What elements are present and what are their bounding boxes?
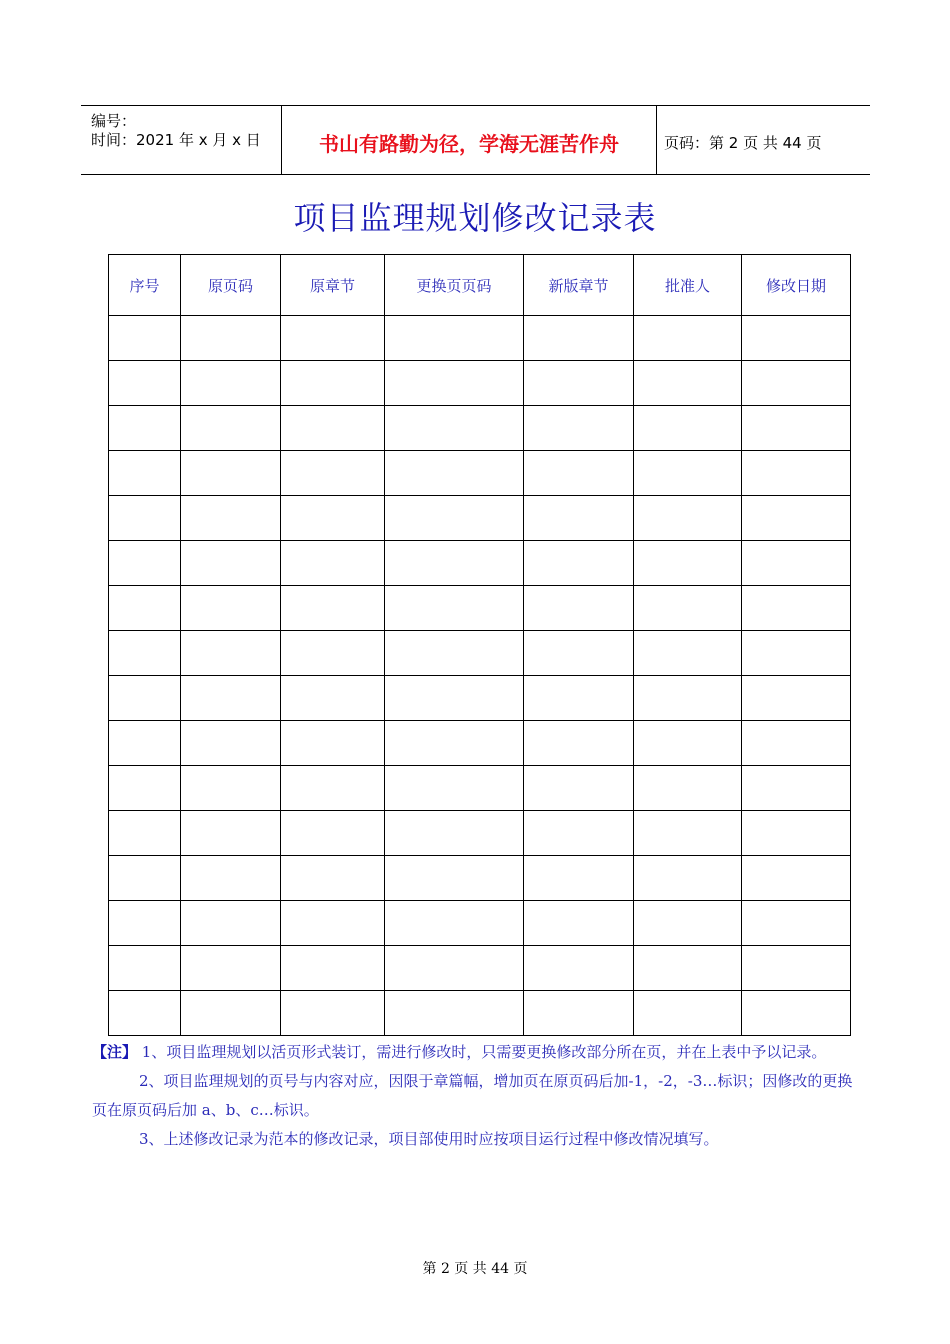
table-cell[interactable] xyxy=(634,856,742,901)
table-cell[interactable] xyxy=(181,766,281,811)
table-row xyxy=(109,541,851,586)
table-cell[interactable] xyxy=(524,361,634,406)
table-cell[interactable] xyxy=(634,631,742,676)
table-cell[interactable] xyxy=(385,856,524,901)
table-cell[interactable] xyxy=(634,721,742,766)
table-cell[interactable] xyxy=(281,496,385,541)
column-header-orig-page: 原页码 xyxy=(181,255,281,316)
table-cell[interactable] xyxy=(109,721,181,766)
table-cell[interactable] xyxy=(634,901,742,946)
table-cell[interactable] xyxy=(742,721,851,766)
header-right-cell xyxy=(656,106,870,174)
table-cell[interactable] xyxy=(524,586,634,631)
table-cell[interactable] xyxy=(281,361,385,406)
table-cell[interactable] xyxy=(109,406,181,451)
table-row xyxy=(109,991,851,1036)
table-cell[interactable] xyxy=(634,991,742,1036)
table-row xyxy=(109,676,851,721)
table-cell[interactable] xyxy=(385,316,524,361)
table-cell[interactable] xyxy=(181,586,281,631)
table-cell[interactable] xyxy=(109,811,181,856)
header-motto: 书山有路勤为径，学海无涯苦作舟 xyxy=(319,132,619,156)
table-cell[interactable] xyxy=(109,991,181,1036)
table-cell[interactable] xyxy=(109,676,181,721)
table-cell[interactable] xyxy=(181,811,281,856)
table-cell[interactable] xyxy=(181,361,281,406)
table-cell[interactable] xyxy=(742,811,851,856)
table-cell[interactable] xyxy=(385,766,524,811)
table-cell[interactable] xyxy=(385,361,524,406)
table-cell[interactable] xyxy=(742,451,851,496)
table-cell[interactable] xyxy=(634,361,742,406)
table-cell[interactable] xyxy=(385,406,524,451)
table-cell[interactable] xyxy=(524,631,634,676)
table-cell[interactable] xyxy=(181,316,281,361)
table-row xyxy=(109,856,851,901)
note-3: 3、上述修改记录为范本的修改记录，项目部使用时应按项目运行过程中修改情况填写。 xyxy=(139,1130,719,1148)
table-cell[interactable] xyxy=(742,541,851,586)
table-row xyxy=(109,406,851,451)
table-cell[interactable] xyxy=(385,946,524,991)
table-row xyxy=(109,811,851,856)
page-title: 项目监理规划修改记录表 xyxy=(293,199,657,237)
table-cell[interactable] xyxy=(181,406,281,451)
table-cell[interactable] xyxy=(385,676,524,721)
table-cell[interactable] xyxy=(181,631,281,676)
column-header-seq: 序号 xyxy=(109,255,181,316)
table-cell[interactable] xyxy=(281,991,385,1036)
table-cell[interactable] xyxy=(742,676,851,721)
table-cell[interactable] xyxy=(281,451,385,496)
notes-section xyxy=(92,1038,864,1154)
table-cell[interactable] xyxy=(181,901,281,946)
table-cell[interactable] xyxy=(109,901,181,946)
note-2: 2、项目监理规划的页号与内容对应，因限于章篇幅，增加页在原页码后加-1，-2，-3…标识；因修改的更换页在原页码后加 a、b、c…标识。 xyxy=(92,1072,853,1119)
table-row xyxy=(109,361,851,406)
table-cell[interactable] xyxy=(281,721,385,766)
table-cell[interactable] xyxy=(109,946,181,991)
table-cell[interactable] xyxy=(109,631,181,676)
table-cell[interactable] xyxy=(742,631,851,676)
table-cell[interactable] xyxy=(181,991,281,1036)
table-cell[interactable] xyxy=(109,586,181,631)
table-cell[interactable] xyxy=(742,991,851,1036)
table-cell[interactable] xyxy=(281,901,385,946)
table-cell[interactable] xyxy=(385,991,524,1036)
table-cell[interactable] xyxy=(109,496,181,541)
table-cell[interactable] xyxy=(181,721,281,766)
table-cell[interactable] xyxy=(281,811,385,856)
footer-page-number: 第 2 页 共 44 页 xyxy=(422,1261,528,1277)
table-cell[interactable] xyxy=(181,451,281,496)
table-cell[interactable] xyxy=(634,406,742,451)
table-cell[interactable] xyxy=(524,856,634,901)
table-cell[interactable] xyxy=(281,586,385,631)
table-cell[interactable] xyxy=(524,541,634,586)
table-cell[interactable] xyxy=(634,811,742,856)
table-cell[interactable] xyxy=(634,541,742,586)
table-cell[interactable] xyxy=(524,676,634,721)
table-cell[interactable] xyxy=(742,766,851,811)
table-row xyxy=(109,766,851,811)
table-cell[interactable] xyxy=(281,541,385,586)
table-cell[interactable] xyxy=(181,676,281,721)
header-left-cell xyxy=(81,106,281,174)
table-cell[interactable] xyxy=(109,361,181,406)
table-cell[interactable] xyxy=(742,901,851,946)
column-header-orig-chapter: 原章节 xyxy=(281,255,385,316)
table-cell[interactable] xyxy=(634,676,742,721)
table-cell[interactable] xyxy=(524,721,634,766)
table-cell[interactable] xyxy=(524,901,634,946)
table-cell[interactable] xyxy=(634,766,742,811)
table-cell[interactable] xyxy=(181,946,281,991)
table-cell[interactable] xyxy=(181,541,281,586)
header-middle-cell xyxy=(281,106,657,174)
table-row xyxy=(109,316,851,361)
table-cell[interactable] xyxy=(281,316,385,361)
table-cell[interactable] xyxy=(109,451,181,496)
table-cell[interactable] xyxy=(109,856,181,901)
document-header xyxy=(81,105,870,175)
table-cell[interactable] xyxy=(742,946,851,991)
note-1-text: 1、项目监理规划以活页形式装订，需进行修改时，只需要更换修改部分所在页，并在上表中予以记录。 xyxy=(137,1043,827,1061)
table-cell[interactable] xyxy=(524,316,634,361)
column-header-date: 修改日期 xyxy=(742,255,851,316)
revision-record-table xyxy=(108,254,851,1036)
table-cell[interactable] xyxy=(742,856,851,901)
table-cell[interactable] xyxy=(181,496,281,541)
table-row xyxy=(109,451,851,496)
table-body xyxy=(109,316,851,1036)
table-cell[interactable] xyxy=(385,811,524,856)
table-cell[interactable] xyxy=(385,631,524,676)
table-cell[interactable] xyxy=(634,496,742,541)
table-cell[interactable] xyxy=(385,541,524,586)
table-cell[interactable] xyxy=(634,946,742,991)
table-cell[interactable] xyxy=(281,946,385,991)
table-cell[interactable] xyxy=(524,946,634,991)
table-row xyxy=(109,946,851,991)
table-row xyxy=(109,901,851,946)
table-cell[interactable] xyxy=(385,901,524,946)
table-row xyxy=(109,496,851,541)
table-cell[interactable] xyxy=(281,766,385,811)
table-cell[interactable] xyxy=(281,676,385,721)
table-cell[interactable] xyxy=(385,496,524,541)
table-cell[interactable] xyxy=(109,316,181,361)
table-cell[interactable] xyxy=(281,631,385,676)
table-cell[interactable] xyxy=(742,406,851,451)
column-header-replace-page: 更换页页码 xyxy=(385,255,524,316)
table-row xyxy=(109,631,851,676)
table-cell[interactable] xyxy=(634,316,742,361)
table-cell[interactable] xyxy=(281,856,385,901)
table-cell[interactable] xyxy=(634,451,742,496)
table-cell[interactable] xyxy=(385,586,524,631)
table-cell[interactable] xyxy=(524,811,634,856)
document-date-label: 时间：2021 年 x 月 x 日 xyxy=(91,131,261,149)
table-row xyxy=(109,586,851,631)
table-cell[interactable] xyxy=(385,721,524,766)
table-cell[interactable] xyxy=(281,406,385,451)
table-cell[interactable] xyxy=(109,766,181,811)
table-cell[interactable] xyxy=(524,451,634,496)
table-cell[interactable] xyxy=(524,991,634,1036)
table-cell[interactable] xyxy=(742,316,851,361)
table-cell[interactable] xyxy=(742,586,851,631)
table-cell[interactable] xyxy=(524,766,634,811)
page-footer xyxy=(0,1258,950,1278)
table-header-row xyxy=(109,255,851,316)
header-page-info: 页码：第 2 页 共 44 页 xyxy=(664,134,822,152)
note-label: 【注】 xyxy=(92,1043,138,1061)
table-cell[interactable] xyxy=(634,586,742,631)
table-row xyxy=(109,721,851,766)
table-cell[interactable] xyxy=(385,451,524,496)
table-cell[interactable] xyxy=(524,496,634,541)
table-cell[interactable] xyxy=(742,496,851,541)
table-cell[interactable] xyxy=(742,361,851,406)
column-header-approver: 批准人 xyxy=(634,255,742,316)
table-cell[interactable] xyxy=(109,541,181,586)
document-number-label: 编号： xyxy=(91,112,137,130)
table-cell[interactable] xyxy=(181,856,281,901)
note-1 xyxy=(92,1038,864,1067)
column-header-new-chapter: 新版章节 xyxy=(524,255,634,316)
table-cell[interactable] xyxy=(524,406,634,451)
